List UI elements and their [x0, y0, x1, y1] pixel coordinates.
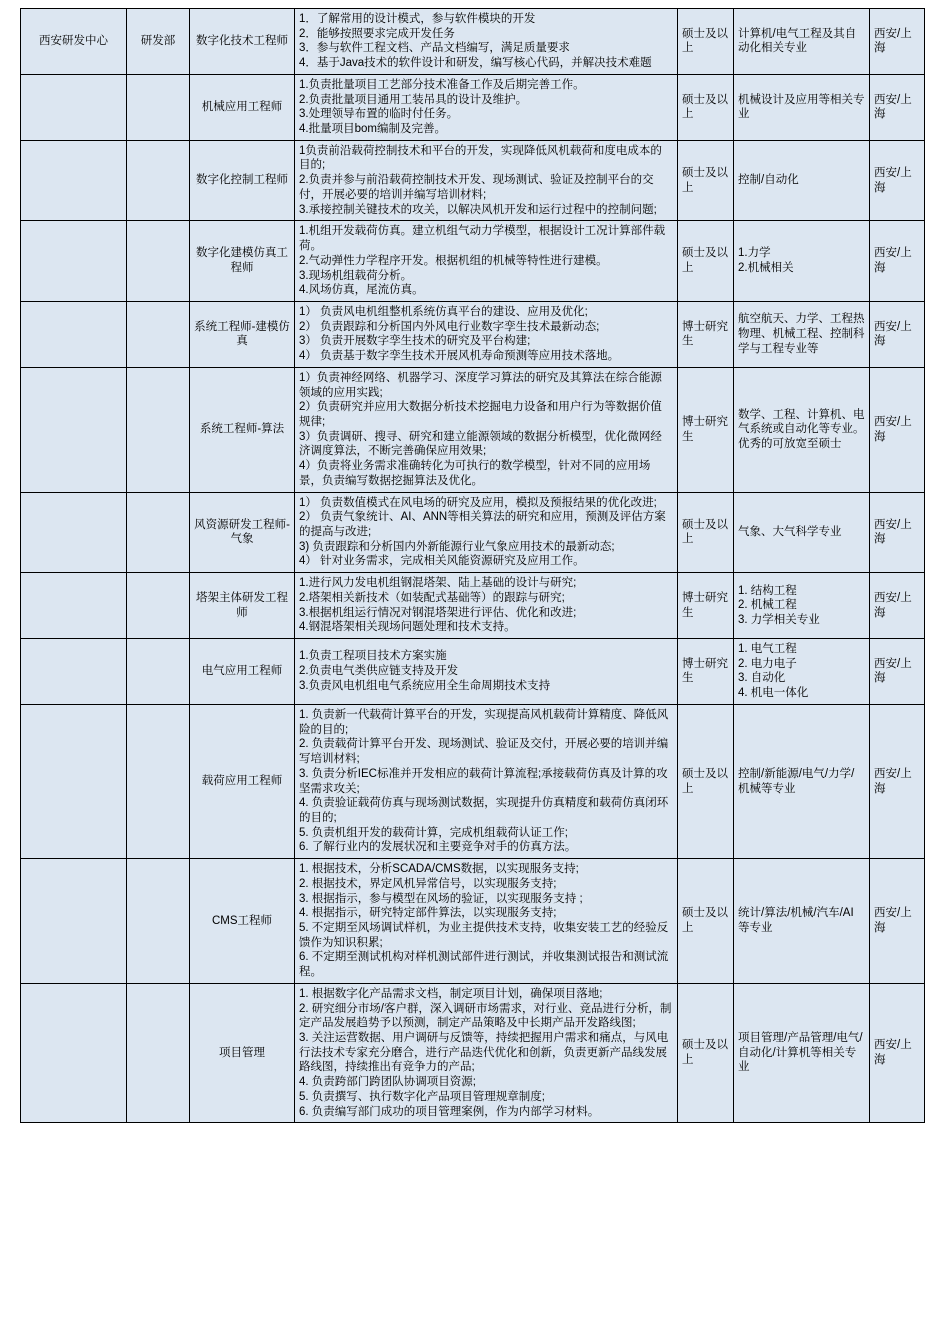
- cell-position: [190, 983, 295, 1122]
- cell-major: [734, 639, 870, 705]
- cell-responsibilities-line: 3. 负责分析IEC标准并开发相应的载荷计算流程;承接载荷仿真及计算的攻坚需求攻关;: [299, 767, 668, 795]
- cell-education-line: 硕士及以上: [682, 166, 728, 194]
- cell-position-line: 项目管理: [219, 1046, 265, 1059]
- cell-responsibilities-line: 6. 不定期至测试机构对样机测试部件进行测试，并收集测试报告和测试流程。: [299, 951, 669, 979]
- cell-education: [678, 74, 734, 140]
- cell-responsibilities-line: 2.负责批量项目通用工装吊具的设计及维护。: [299, 93, 528, 106]
- cell-position-line: 载荷应用工程师: [201, 775, 283, 788]
- cell-position-line: 电气应用工程师: [201, 665, 283, 678]
- cell-responsibilities-line: 3. 关注运营数据、用户调研与反馈等，持续把握用户需求和痛点，与风电行法技术专家充分磨合，进行产品迭代优化和创新，负责更新产品线发展路线图，持续推出有竞争力的产品;: [299, 1032, 669, 1074]
- cell-major-line: 气象、大气科学专业: [738, 526, 842, 538]
- cell-education-line: 硕士及以上: [682, 518, 728, 546]
- cell-education-line: 硕士及以上: [682, 767, 728, 795]
- cell-location-line: 西安/上海: [874, 27, 912, 55]
- cell-subdepartment: [127, 221, 190, 302]
- cell-location: [870, 9, 925, 75]
- cell-department: [21, 9, 127, 75]
- cell-major: [734, 140, 870, 221]
- cell-responsibilities-line: 1. 负责新一代载荷计算平台的开发，实现提高风机载荷计算精度、降低风险的目的;: [299, 708, 669, 736]
- cell-location-line: 西安/上海: [874, 320, 912, 348]
- cell-position-line: 数字化建模仿真工程师: [196, 247, 288, 275]
- cell-responsibilities-line: 4） 针对业务需求，完成相关风能资源研究及应用工作。: [299, 555, 585, 568]
- cell-responsibilities-line: 4） 负责基于数字孪生技术开展风机寿命预测等应用技术落地。: [299, 350, 620, 363]
- cell-responsibilities-line: 1）负责神经网络、机器学习、深度学习算法的研究及其算法在综合能源领域的应用实践;: [299, 371, 662, 399]
- table-row: [21, 140, 925, 221]
- cell-responsibilities: [295, 301, 678, 367]
- cell-department: [21, 859, 127, 984]
- cell-major-line: 控制/自动化: [738, 174, 799, 187]
- cell-major: [734, 704, 870, 858]
- table-row: [21, 983, 925, 1122]
- cell-position: [190, 859, 295, 984]
- cell-responsibilities-line: 6. 负责编写部门成功的项目管理案例，作为内部学习材料。: [299, 1105, 600, 1118]
- cell-responsibilities: [295, 639, 678, 705]
- cell-responsibilities-line: 5. 不定期至风场调试样机，为业主提供技术支持，收集安装工艺的经验反馈作为知识积累;: [299, 921, 669, 949]
- cell-department: [21, 492, 127, 573]
- cell-responsibilities-line: 1. 根据数字化产品需求文档，制定项目计划，确保项目落地;: [299, 987, 603, 1000]
- cell-position: [190, 140, 295, 221]
- cell-responsibilities: [295, 573, 678, 639]
- cell-subdepartment: [127, 74, 190, 140]
- cell-responsibilities-line: 3） 负责开展数字孪生技术的研究及平台构建;: [299, 335, 531, 348]
- cell-subdepartment: [127, 704, 190, 858]
- cell-department-line: 西安研发中心: [39, 35, 108, 48]
- cell-education: [678, 140, 734, 221]
- cell-department: [21, 367, 127, 492]
- cell-subdepartment: [127, 859, 190, 984]
- table-row: [21, 367, 925, 492]
- cell-position: [190, 9, 295, 75]
- cell-education: [678, 367, 734, 492]
- cell-education: [678, 639, 734, 705]
- cell-location: [870, 573, 925, 639]
- cell-responsibilities-line: 1负责前沿载荷控制技术和平台的开发，实现降低风机载荷和度电成本的目的;: [299, 144, 662, 172]
- cell-responsibilities: [295, 704, 678, 858]
- cell-major-line: 2. 电力电子: [738, 657, 797, 670]
- cell-location-line: 西安/上海: [874, 657, 912, 685]
- cell-major-line: 航空航天、力学、工程热物理、机械工程、控制科学与工程专业等: [738, 313, 865, 355]
- cell-location: [870, 367, 925, 492]
- cell-responsibilities-line: 2. 研究细分市场/客户群，深入调研市场需求，对行业、竞品进行分析，制定产品发展趋势予以预测，制定产品策略及中长期产品开发路线图;: [299, 1002, 672, 1030]
- cell-location-line: 西安/上海: [874, 518, 912, 546]
- cell-responsibilities-line: 1. 根据技术，分析SCADA/CMS数据，以实现服务支持;: [299, 863, 579, 876]
- cell-responsibilities-line: 4.风场仿真，尾流仿真。: [299, 284, 424, 297]
- cell-major-line: 统计/算法/机械/汽车/AI等专业: [738, 907, 854, 934]
- cell-education: [678, 704, 734, 858]
- cell-location: [870, 492, 925, 573]
- cell-responsibilities-line: 1.负责工程项目技术方案实施: [299, 650, 447, 663]
- cell-major-line: 数学、工程、计算机、电气系统或自动化等专业。优秀的可放宽至硕士: [738, 408, 865, 451]
- cell-position: [190, 74, 295, 140]
- cell-education-line: 硕士及以上: [682, 247, 728, 275]
- cell-major-line: 1. 电气工程: [738, 643, 797, 656]
- cell-responsibilities-line: 5. 负责撰写、执行数字化产品项目管理规章制度;: [299, 1090, 545, 1103]
- cell-position: [190, 492, 295, 573]
- table-row: [21, 301, 925, 367]
- cell-major: [734, 9, 870, 75]
- cell-location: [870, 140, 925, 221]
- cell-position-line: 系统工程师-算法: [199, 423, 285, 436]
- cell-department: [21, 983, 127, 1122]
- cell-responsibilities-line: 2.气动弹性力学程序开发。根据机组的机械等特性进行建模。: [299, 254, 608, 267]
- cell-major-line: 1. 结构工程: [738, 584, 797, 597]
- cell-position-line: CMS工程师: [211, 914, 273, 927]
- cell-responsibilities-line: 2）负责研究并应用大数据分析技术挖掘电力设备和用户行为等数据价值规律;: [299, 401, 662, 428]
- cell-location: [870, 983, 925, 1122]
- cell-major-line: 4. 机电一体化: [738, 687, 809, 700]
- cell-department: [21, 140, 127, 221]
- cell-department: [21, 301, 127, 367]
- cell-location-line: 西安/上海: [874, 247, 912, 275]
- cell-responsibilities-line: 3．参与软件工程文档、产品文档编写，满足质量要求: [299, 42, 570, 55]
- cell-department: [21, 573, 127, 639]
- cell-subdepartment: [127, 9, 190, 75]
- cell-major-line: 控制/新能源/电气/力学/机械等专业: [738, 767, 855, 795]
- cell-major-line: 1.力学: [738, 247, 771, 260]
- cell-subdepartment: [127, 639, 190, 705]
- cell-education-line: 博士研究生: [682, 591, 728, 619]
- cell-subdepartment-line: 研发部: [140, 35, 176, 48]
- cell-responsibilities: [295, 367, 678, 492]
- cell-location-line: 西安/上海: [874, 415, 912, 443]
- cell-responsibilities-line: 3.现场机组载荷分析。: [299, 269, 413, 282]
- cell-responsibilities-line: 3.负责风电机组电气系统应用全生命周期技术支持: [299, 679, 551, 692]
- cell-position-line: 机械应用工程师: [201, 100, 283, 113]
- table-row: [21, 492, 925, 573]
- cell-responsibilities: [295, 492, 678, 573]
- cell-location: [870, 221, 925, 302]
- cell-subdepartment: [127, 301, 190, 367]
- cell-location: [870, 301, 925, 367]
- cell-subdepartment: [127, 140, 190, 221]
- cell-major-line: 2. 机械工程: [738, 599, 797, 612]
- cell-responsibilities-line: 1.负责批量项目工艺部分技术准备工作及后期完善工作。: [299, 78, 585, 91]
- cell-position-line: 风资源研发工程师-气象: [194, 518, 290, 546]
- cell-responsibilities-line: 2.负责电气类供应链支持及开发: [299, 665, 459, 678]
- cell-responsibilities: [295, 140, 678, 221]
- cell-major: [734, 367, 870, 492]
- cell-position-line: 塔架主体研发工程师: [196, 591, 288, 619]
- cell-education-line: 博士研究生: [682, 320, 728, 348]
- cell-responsibilities-line: 2. 负责载荷计算平台开发、现场测试、验证及交付，开展必要的培训并编写培训材料;: [299, 738, 669, 766]
- cell-department: [21, 221, 127, 302]
- cell-major-line: 项目管理/产品管理/电气/自动化/计算机等相关专业: [738, 1032, 863, 1074]
- cell-subdepartment: [127, 573, 190, 639]
- cell-responsibilities: [295, 859, 678, 984]
- cell-responsibilities-line: 2. 根据技术，界定风机异常信号，以实现服务支持;: [299, 877, 557, 890]
- cell-location: [870, 859, 925, 984]
- cell-responsibilities-line: 4. 根据指示，研究特定部件算法，以实现服务支持;: [299, 907, 557, 920]
- cell-responsibilities-line: 1．了解常用的设计模式，参与软件模块的开发: [299, 13, 536, 25]
- cell-position: [190, 367, 295, 492]
- table-row: [21, 9, 925, 75]
- cell-education-line: 硕士及以上: [682, 907, 728, 934]
- cell-major: [734, 573, 870, 639]
- cell-responsibilities-line: 6. 了解行业内的发展状况和主要竞争对手的仿真方法。: [299, 841, 577, 854]
- cell-major: [734, 221, 870, 302]
- cell-location: [870, 639, 925, 705]
- cell-responsibilities-line: 2） 负责跟踪和分析国内外风电行业数字孪生技术最新动态;: [299, 320, 600, 333]
- cell-education-line: 博士研究生: [682, 657, 728, 685]
- cell-responsibilities-line: 4. 负责验证载荷仿真与现场测试数据，实现提升仿真精度和载荷仿真闭环的目的;: [299, 797, 669, 824]
- cell-responsibilities-line: 5. 负责机组开发的载荷计算，完成机组载荷认证工作;: [299, 826, 568, 839]
- cell-major: [734, 74, 870, 140]
- cell-department: [21, 74, 127, 140]
- cell-major-line: 2.机械相关: [738, 262, 794, 275]
- cell-location-line: 西安/上海: [874, 166, 912, 194]
- cell-responsibilities-line: 1.机组开发载荷仿真。建立机组气动力学模型，根据设计工况计算部件载荷。: [299, 225, 666, 253]
- cell-responsibilities-line: 3) 负责跟踪和分析国内外新能源行业气象应用技术的最新动态;: [299, 540, 615, 553]
- cell-major: [734, 983, 870, 1122]
- table-row: [21, 639, 925, 705]
- cell-responsibilities: [295, 983, 678, 1122]
- cell-subdepartment: [127, 492, 190, 573]
- cell-responsibilities-line: 3.承接控制关键技术的攻关，以解决风机开发和运行过程中的控制问题;: [299, 203, 657, 216]
- cell-position: [190, 573, 295, 639]
- cell-location-line: 西安/上海: [874, 907, 912, 934]
- cell-responsibilities-line: 4.钢混塔架相关现场问题处理和技术支持。: [299, 621, 516, 634]
- cell-education-line: 博士研究生: [682, 415, 728, 443]
- cell-responsibilities-line: 2.塔架相关新技术（如装配式基础等）的跟踪与研究;: [299, 591, 565, 604]
- cell-position: [190, 704, 295, 858]
- cell-education: [678, 492, 734, 573]
- cell-department: [21, 639, 127, 705]
- cell-position: [190, 301, 295, 367]
- cell-education-line: 硕士及以上: [682, 1039, 728, 1067]
- cell-location: [870, 704, 925, 858]
- table-row: [21, 859, 925, 984]
- cell-position-line: 数字化控制工程师: [196, 174, 288, 187]
- cell-education: [678, 9, 734, 75]
- cell-responsibilities-line: 3.处理领导布置的临时付任务。: [299, 108, 459, 121]
- cell-major: [734, 492, 870, 573]
- cell-responsibilities: [295, 9, 678, 75]
- cell-responsibilities-line: 2.负责并参与前沿载荷控制技术开发、现场测试、验证及控制平台的交付，开展必要的培训并编写培训材料;: [299, 174, 654, 201]
- cell-responsibilities-line: 4．基于Java技术的软件设计和研发，编写核心代码，并解决技术难题: [299, 57, 652, 70]
- cell-responsibilities-line: 2．能够按照要求完成开发任务: [299, 27, 455, 40]
- cell-position: [190, 639, 295, 705]
- cell-major: [734, 859, 870, 984]
- table-row: [21, 74, 925, 140]
- cell-education: [678, 301, 734, 367]
- cell-education-line: 硕士及以上: [682, 93, 728, 121]
- cell-responsibilities-line: 1） 负责风电机组整机系统仿真平台的建设、应用及优化;: [299, 305, 588, 318]
- cell-responsibilities-line: 4.批量项目bom编制及完善。: [299, 123, 446, 136]
- cell-responsibilities-line: 1） 负责数值模式在风电场的研究及应用，模拟及预报结果的优化改进;: [299, 496, 657, 509]
- cell-department: [21, 704, 127, 858]
- cell-location-line: 西安/上海: [874, 767, 912, 795]
- cell-education: [678, 221, 734, 302]
- cell-position-line: 系统工程师-建模仿真: [194, 320, 290, 348]
- cell-location-line: 西安/上海: [874, 1039, 912, 1067]
- cell-responsibilities: [295, 74, 678, 140]
- cell-major-line: 3. 力学相关专业: [738, 613, 820, 626]
- cell-location-line: 西安/上海: [874, 93, 912, 121]
- cell-major-line: 计算机/电气工程及其自动化相关专业: [738, 27, 857, 55]
- cell-location-line: 西安/上海: [874, 591, 912, 619]
- cell-education-line: 硕士及以上: [682, 27, 728, 55]
- table-row: [21, 221, 925, 302]
- cell-responsibilities-line: 3. 根据指示，参与模型在风场的验证，以实现服务支持 ;: [299, 892, 583, 905]
- cell-responsibilities-line: 1.进行风力发电机组钢混塔架、陆上基础的设计与研究;: [299, 577, 577, 590]
- cell-location: [870, 74, 925, 140]
- cell-subdepartment: [127, 983, 190, 1122]
- cell-education: [678, 983, 734, 1122]
- cell-subdepartment: [127, 367, 190, 492]
- cell-education: [678, 573, 734, 639]
- cell-education: [678, 859, 734, 984]
- table-row: [21, 573, 925, 639]
- cell-responsibilities-line: 4）负责将业务需求准确转化为可执行的数学模型，针对不同的应用场景，负责编写数据挖掘算法及优化。: [299, 460, 651, 487]
- cell-responsibilities: [295, 221, 678, 302]
- job-table: [20, 8, 925, 1123]
- cell-major: [734, 301, 870, 367]
- cell-responsibilities-line: 3）负责调研、搜寻、研究和建立能源领域的数据分析模型，优化微网经济调度算法，不断完善确保应用效果;: [299, 430, 662, 458]
- cell-major-line: 机械设计及应用等相关专业: [738, 93, 865, 121]
- cell-position: [190, 221, 295, 302]
- cell-major-line: 3. 自动化: [738, 672, 786, 685]
- table-row: [21, 704, 925, 858]
- cell-position-line: 数字化技术工程师: [196, 35, 288, 48]
- cell-responsibilities-line: 3.根据机组运行情况对钢混塔架进行评估、优化和改进;: [299, 606, 577, 619]
- cell-responsibilities-line: 2） 负责气象统计、AI、ANN等相关算法的研究和应用，预测及评估方案的提高与改进;: [299, 511, 666, 538]
- cell-responsibilities-line: 4. 负责跨部门跨团队协调项目资源;: [299, 1076, 476, 1089]
